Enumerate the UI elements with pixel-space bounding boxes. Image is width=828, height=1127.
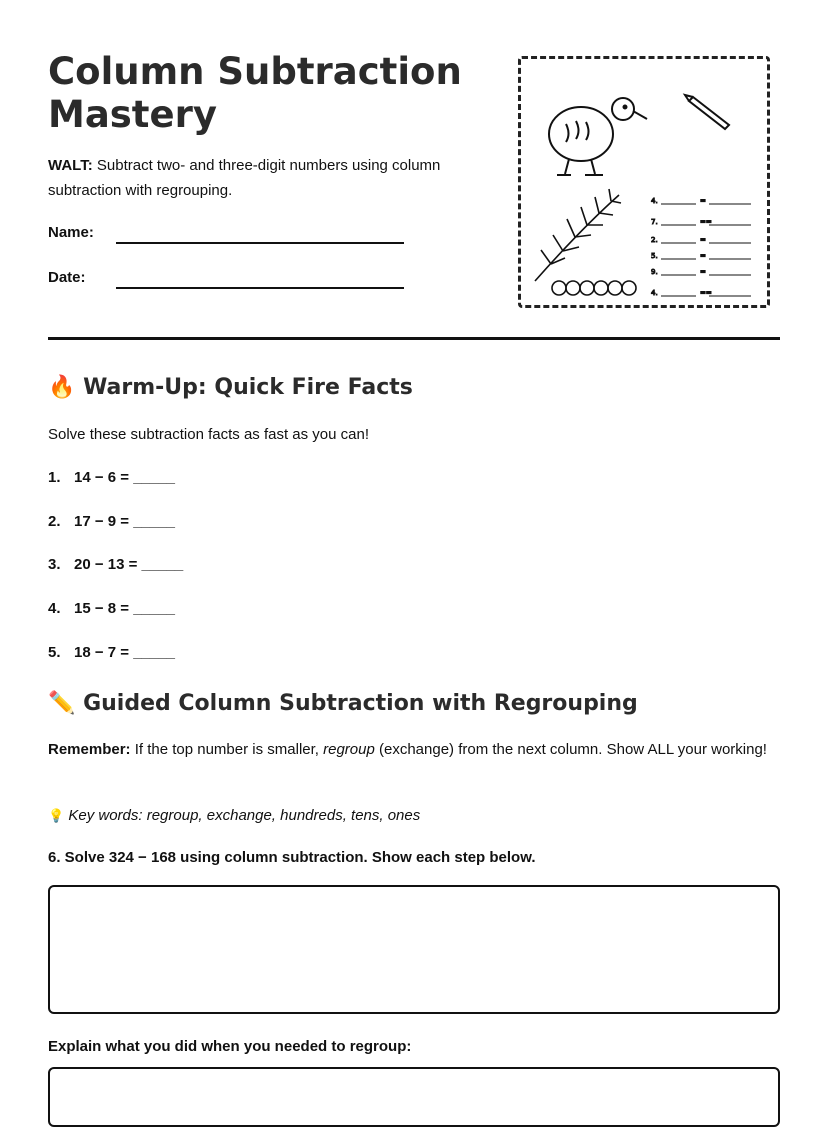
svg-text:2.: 2. <box>651 236 658 244</box>
lightbulb-icon: 💡 <box>48 809 65 824</box>
remember-em: regroup <box>323 741 375 758</box>
guided-heading-text: Guided Column Subtraction with Regrouping <box>83 691 638 716</box>
guided-heading <box>48 691 638 716</box>
name-label: Name: <box>48 224 94 241</box>
fern-icon <box>535 189 621 281</box>
svg-text:=: = <box>700 252 706 260</box>
question-number: 5. <box>48 644 61 661</box>
section-divider <box>48 337 780 340</box>
warmup-question <box>48 469 175 486</box>
question-text: 20 − 13 = _____ <box>74 556 184 573</box>
question-text: 18 − 7 = _____ <box>74 644 175 661</box>
fire-icon: 🔥 <box>48 375 76 400</box>
question-number: 1. <box>48 469 61 486</box>
svg-text:9.: 9. <box>651 268 658 276</box>
question-number: 2. <box>48 513 61 530</box>
warmup-heading <box>48 375 413 400</box>
pencil-emoji-icon: ✏️ <box>48 691 76 716</box>
date-label: Date: <box>48 269 86 286</box>
name-input-line[interactable] <box>116 242 404 244</box>
title-line-1: Column Subtraction <box>48 50 462 93</box>
working-answer-box[interactable] <box>48 885 780 1014</box>
warmup-question <box>48 644 175 661</box>
question-number: 3. <box>48 556 61 573</box>
pencil-icon <box>685 95 729 129</box>
svg-text:==: == <box>700 218 712 226</box>
question-number: 4. <box>48 600 61 617</box>
walt-statement <box>48 153 478 203</box>
remember-post: (exchange) from the next column. Show ALL your working! <box>379 741 767 758</box>
warmup-intro: Solve these subtraction facts as fast as you can! <box>48 426 370 443</box>
page-title <box>48 50 488 136</box>
date-field <box>48 269 86 286</box>
svg-text:=: = <box>700 197 706 205</box>
svg-text:==: == <box>700 289 712 297</box>
question-text: 17 − 9 = _____ <box>74 513 175 530</box>
svg-text:4.: 4. <box>651 289 658 297</box>
remember-label: Remember: <box>48 741 131 758</box>
caterpillar-icon <box>552 281 636 295</box>
walt-text: Subtract two- and three-digit numbers using column subtraction with regrouping. <box>48 157 441 199</box>
svg-text:4.: 4. <box>651 197 658 205</box>
warmup-heading-text: Warm-Up: Quick Fire Facts <box>83 375 413 400</box>
worksheet-illustration <box>518 56 770 308</box>
walt-label: WALT: <box>48 157 93 174</box>
title-line-2: Mastery <box>48 93 217 136</box>
warmup-question <box>48 556 183 573</box>
svg-text:=: = <box>700 236 706 244</box>
svg-text:7.: 7. <box>651 218 658 226</box>
date-input-line[interactable] <box>116 287 404 289</box>
remember-note <box>48 737 768 762</box>
explain-prompt: Explain what you did when you needed to regroup: <box>48 1038 412 1055</box>
question-text: 15 − 8 = _____ <box>74 600 175 617</box>
keywords-text: Key words: regroup, exchange, hundreds, tens, ones <box>68 807 421 824</box>
svg-text:=: = <box>700 268 706 276</box>
warmup-question <box>48 600 175 617</box>
mini-worksheet-lines <box>651 197 751 297</box>
explain-answer-box[interactable] <box>48 1067 780 1127</box>
question-6: 6. Solve 324 − 168 using column subtraction. Show each step below. <box>48 849 536 866</box>
question-text: 14 − 6 = _____ <box>74 469 175 486</box>
name-field <box>48 224 94 241</box>
warmup-question <box>48 513 175 530</box>
kiwi-bird-icon <box>549 98 647 175</box>
keywords-note <box>48 803 768 829</box>
svg-text:5.: 5. <box>651 252 658 260</box>
remember-pre: If the top number is smaller, <box>134 741 319 758</box>
